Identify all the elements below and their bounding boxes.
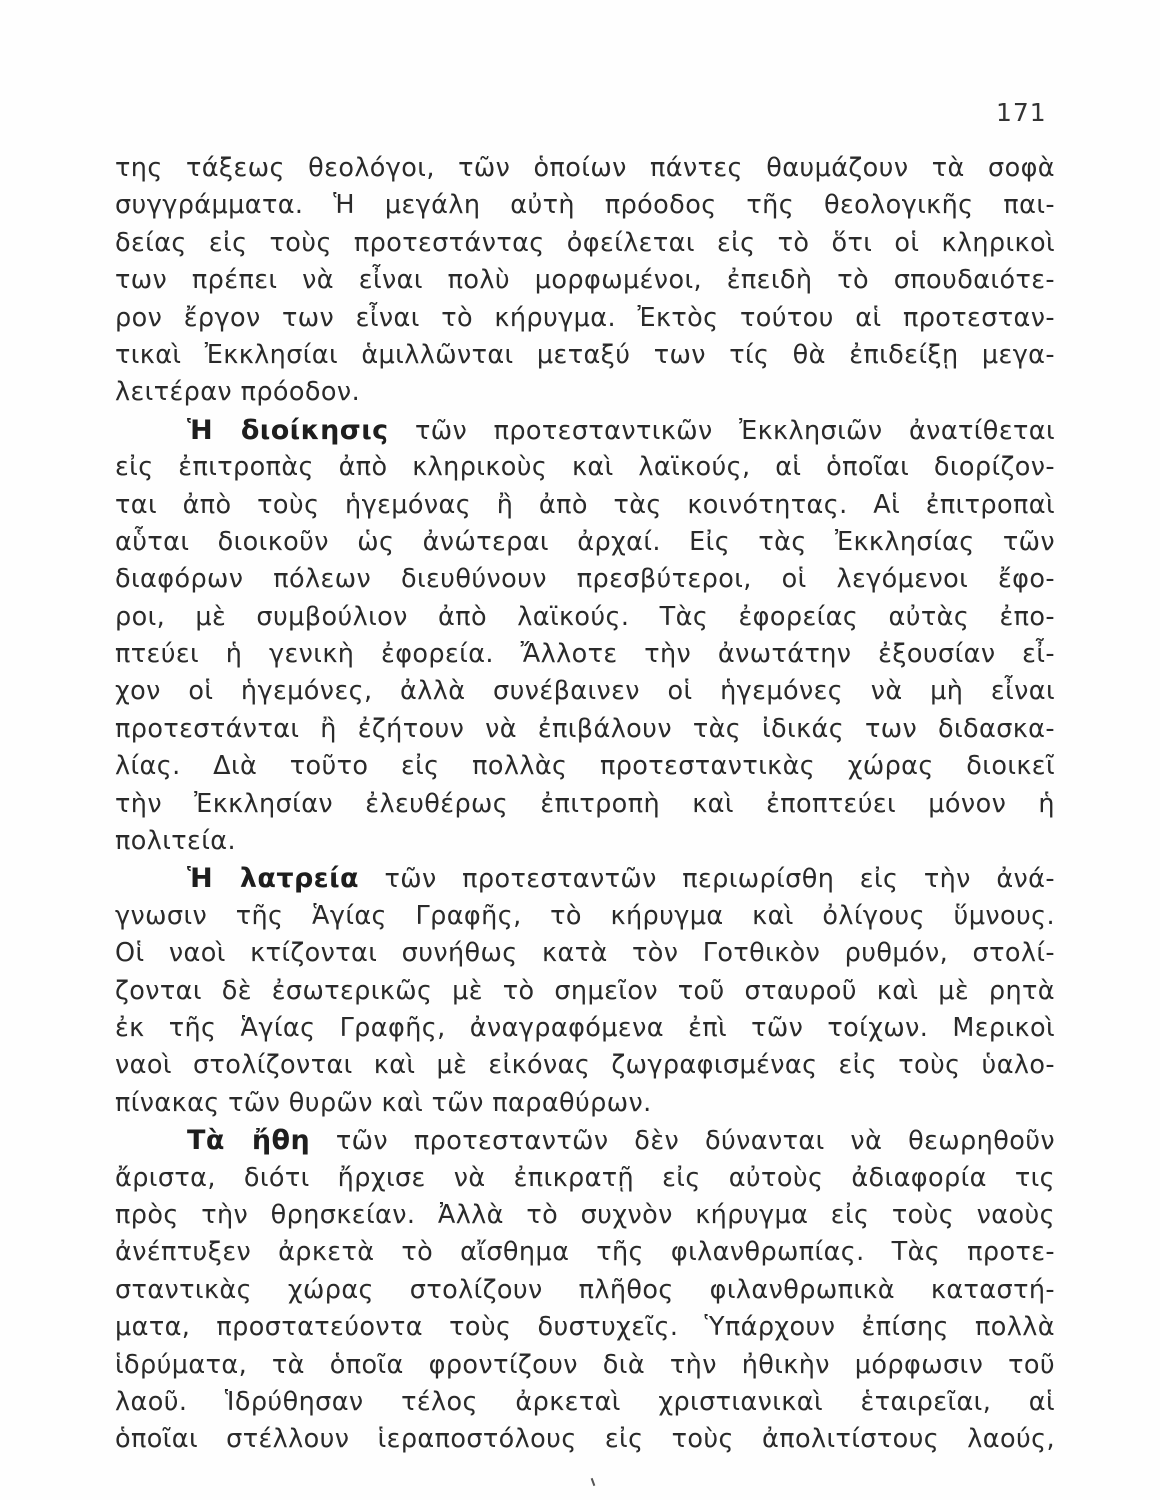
text-line: πρὸς τὴν θρησκείαν. Ἀλλὰ τὸ συχνὸν κήρυγμα εἰς τοὺς ναοὺς bbox=[115, 1199, 1055, 1230]
text-line: ζονται δὲ ἐσωτερικῶς μὲ τὸ σημεῖον τοῦ σταυροῦ καὶ μὲ ρητὰ bbox=[115, 975, 1055, 1006]
text-line: γνωσιν τῆς Ἁγίας Γραφῆς, τὸ κήρυγμα καὶ ὀλίγους ὕμνους. bbox=[115, 900, 1055, 931]
paragraph-heading: Τὰ ἤθη bbox=[187, 1125, 311, 1157]
text-line: λειτέραν πρόοδον. bbox=[115, 377, 361, 408]
text-line: αὗται διοικοῦν ὡς ἀνώτεραι ἀρχαί. Εἰς τὰς Ἐκκλησίας τῶν bbox=[115, 526, 1055, 557]
text-line: ροι, μὲ συμβούλιον ἀπὸ λαϊκούς. Τὰς ἐφορείας αὐτὰς ἐπο- bbox=[115, 601, 1055, 632]
text-line: ματα, προστατεύοντα τοὺς δυστυχεῖς. Ὑπάρχουν ἐπίσης πολλὰ bbox=[115, 1312, 1055, 1343]
text-line: συγγράμματα. Ἡ μεγάλη αὐτὴ πρόοδος τῆς θεολογικῆς παι- bbox=[115, 190, 1055, 221]
page-number: 171 bbox=[996, 98, 1047, 127]
text-line: ἐκ τῆς Ἁγίας Γραφῆς, ἀναγραφόμενα ἐπὶ τῶν τοίχων. Μερικοὶ bbox=[115, 1012, 1055, 1043]
text-line: διαφόρων πόλεων διευθύνουν πρεσβύτεροι, οἱ λεγόμενοι ἔφο- bbox=[115, 564, 1055, 595]
text-line: ἱδρύματα, τὰ ὁποῖα φροντίζουν διὰ τὴν ἠθικὴν μόρφωσιν τοῦ bbox=[115, 1349, 1055, 1380]
text-line: χον οἱ ἡγεμόνες, ἀλλὰ συνέβαινεν οἱ ἡγεμόνες νὰ μὴ εἶναι bbox=[115, 676, 1055, 707]
text-line: ὁποῖαι στέλλουν ἱεραποστόλους εἰς τοὺς ἀπολιτίστους λαούς, bbox=[115, 1424, 1055, 1455]
text-line: τὴν Ἐκκλησίαν ἐλευθέρως ἐπιτροπὴ καὶ ἐποπτεύει μόνον ἡ bbox=[115, 788, 1055, 819]
paragraph-heading: Ἡ διοίκησις bbox=[187, 414, 389, 446]
text-line: ναοὶ στολίζονται καὶ μὲ εἰκόνας ζωγραφισμένας εἰς τοὺς ὑαλο- bbox=[115, 1050, 1055, 1081]
text-line: λίας. Διὰ τοῦτο εἰς πολλὰς προτεσταντικὰς χώρας διοικεῖ bbox=[115, 751, 1055, 782]
body-text bbox=[115, 150, 1055, 1459]
text-line: λαοῦ. Ἱδρύθησαν τέλος ἀρκεταὶ χριστιανικαὶ ἑταιρεῖαι, αἱ bbox=[115, 1386, 1055, 1417]
paragraph-heading: Ἡ λατρεία bbox=[187, 863, 359, 895]
text-line: πίνακας τῶν θυρῶν καὶ τῶν παραθύρων. bbox=[115, 1087, 652, 1118]
text-line: εἰς ἐπιτροπὰς ἀπὸ κληρικοὺς καὶ λαϊκούς, αἱ ὁποῖαι διορίζον- bbox=[115, 452, 1055, 483]
text-line-rest: τῶν προτεσταντῶν δὲν δύνανται νὰ θεωρηθοῦν bbox=[310, 1126, 1055, 1157]
text-line: ἀνέπτυξεν ἀρκετὰ τὸ αἴσθημα τῆς φιλανθρωπίας. Τὰς προτε- bbox=[115, 1237, 1055, 1268]
text-line-rest: τῶν προτεσταντικῶν Ἐκκλησιῶν ἀνατίθεται bbox=[388, 415, 1055, 446]
paragraph-administration bbox=[115, 412, 1055, 861]
paragraph-morals bbox=[115, 1122, 1055, 1459]
paragraph-1 bbox=[115, 150, 1055, 412]
text-line: πτεύει ἡ γενικὴ ἐφορεία. Ἄλλοτε τὴν ἀνωτάτην ἐξουσίαν εἶ- bbox=[115, 639, 1055, 670]
text-line: σταντικὰς χώρας στολίζουν πλῆθος φιλανθρωπικὰ καταστή- bbox=[115, 1274, 1055, 1305]
text-line: προτεστάνται ἢ ἐζήτουν νὰ ἐπιβάλουν τὰς ἰδικάς των διδασκα- bbox=[115, 713, 1055, 744]
text-line: δείας εἰς τοὺς προτεστάντας ὀφείλεται εἰς τὸ ὅτι οἱ κληρικοὶ bbox=[115, 227, 1055, 258]
scan-speck bbox=[591, 1478, 596, 1486]
text-line: τικαὶ Ἐκκλησίαι ἁμιλλῶνται μεταξύ των τίς θὰ ἐπιδείξῃ μεγα- bbox=[115, 339, 1055, 370]
text-line-first bbox=[115, 860, 1055, 897]
text-line-first bbox=[115, 412, 1055, 449]
text-line-first bbox=[115, 1122, 1055, 1159]
text-line: της τάξεως θεολόγοι, τῶν ὁποίων πάντες θαυμάζουν τὰ σοφὰ bbox=[115, 153, 1055, 183]
text-line: ἄριστα, διότι ἤρχισε νὰ ἐπικρατῇ εἰς αὐτοὺς ἀδιαφορία τις bbox=[115, 1162, 1055, 1193]
text-line: πολιτεία. bbox=[115, 826, 236, 857]
text-line: ται ἀπὸ τοὺς ἡγεμόνας ἢ ἀπὸ τὰς κοινότητας. Αἱ ἐπιτροπαὶ bbox=[115, 489, 1055, 520]
text-line: Οἱ ναοὶ κτίζονται συνήθως κατὰ τὸν Γοτθικὸν ρυθμόν, στολί- bbox=[115, 938, 1055, 969]
paragraph-worship bbox=[115, 860, 1055, 1122]
text-line: ρον ἔργον των εἶναι τὸ κήρυγμα. Ἐκτὸς τούτου αἱ προτεσταν- bbox=[115, 302, 1055, 333]
text-line-rest: τῶν προτεσταντῶν περιωρίσθη εἰς τὴν ἀνά- bbox=[358, 864, 1055, 895]
text-line: των πρέπει νὰ εἶναι πολὺ μορφωμένοι, ἐπειδὴ τὸ σπουδαιότε- bbox=[115, 265, 1055, 296]
